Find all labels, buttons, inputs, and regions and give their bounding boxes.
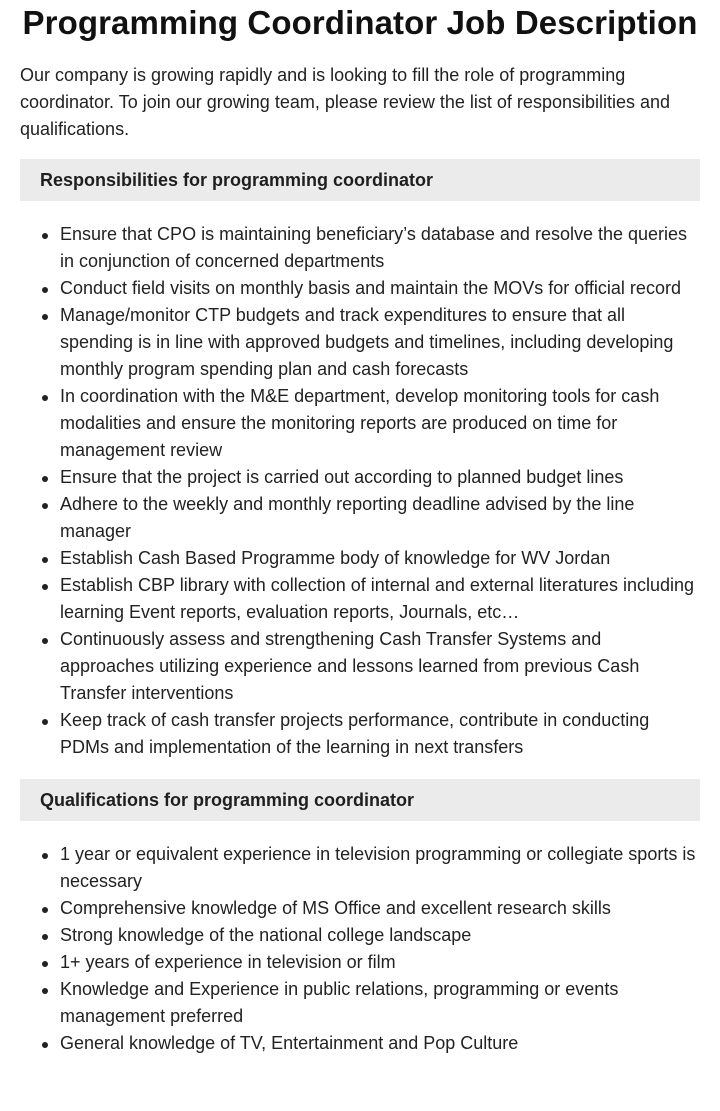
qualifications-heading: Qualifications for programming coordinator <box>20 779 700 821</box>
list-item: 1+ years of experience in television or film <box>60 949 700 976</box>
list-item: Adhere to the weekly and monthly reporting deadline advised by the line manager <box>60 491 700 545</box>
list-item: Strong knowledge of the national college landscape <box>60 922 700 949</box>
list-item: Keep track of cash transfer projects performance, contribute in conducting PDMs and implementation of the learning in next transfers <box>60 707 700 761</box>
list-item: Conduct field visits on monthly basis and maintain the MOVs for official record <box>60 275 700 302</box>
list-item: Establish Cash Based Programme body of knowledge for WV Jordan <box>60 545 700 572</box>
list-item: Comprehensive knowledge of MS Office and excellent research skills <box>60 895 700 922</box>
list-item: Knowledge and Experience in public relations, programming or events management preferred <box>60 976 700 1030</box>
list-item: Manage/monitor CTP budgets and track expenditures to ensure that all spending is in line with approved budgets and timelines, including developing monthly program spending plan and cash forecasts <box>60 302 700 383</box>
list-item: General knowledge of TV, Entertainment and Pop Culture <box>60 1030 700 1057</box>
list-item: 1 year or equivalent experience in television programming or collegiate sports is necessary <box>60 841 700 895</box>
intro-paragraph: Our company is growing rapidly and is looking to fill the role of programming coordinator. To join our growing team, please review the list of responsibilities and qualifications. <box>20 65 671 139</box>
list-item: Ensure that the project is carried out according to planned budget lines <box>60 464 700 491</box>
page-title: Programming Coordinator Job Description <box>22 4 698 41</box>
list-item: Establish CBP library with collection of internal and external literatures including learning Event reports, evaluation reports, Journals, etc… <box>60 572 700 626</box>
list-item: In coordination with the M&E department, develop monitoring tools for cash modalities and ensure the monitoring reports are produced on time for management review <box>60 383 700 464</box>
responsibilities-heading: Responsibilities for programming coordinator <box>20 159 700 201</box>
qualifications-list <box>20 841 700 1057</box>
responsibilities-list <box>20 221 700 761</box>
list-item: Continuously assess and strengthening Cash Transfer Systems and approaches utilizing experience and lessons learned from previous Cash Transfer interventions <box>60 626 700 707</box>
list-item: Ensure that CPO is maintaining beneficiary’s database and resolve the queries in conjunction of concerned departments <box>60 221 700 275</box>
